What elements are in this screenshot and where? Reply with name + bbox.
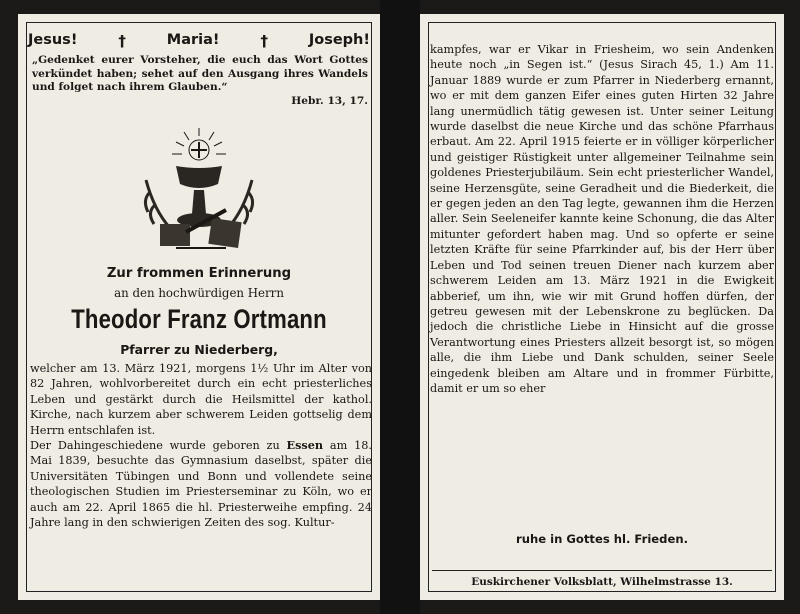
scripture-quote bbox=[32, 54, 368, 108]
cross-icon: † bbox=[260, 32, 268, 50]
biography-part-2: kampfes, war er Vikar in Friesheim, wo sein Andenken heute noch „in Segen ist.“ (Jesus Sirach 45, 1.) Am 11. Januar 1889 wurde er zum Pfarrer in Niederberg ernannt, wo er mit dem ganzen Eifer eines guten Hirten 32 Jahre lang unermüdlich tätig gewesen ist. Unter seiner Leitung wurde daselbst die neue Kirche und das schöne Pfarrhaus erbaut. Am 22. April 1915 feierte er in völliger körperlicher und geistiger Rüstigkeit unter allgemeiner Teilnahme sein goldenes Priesterjubiläum. Sein echt priesterlicher Wandel, seine Herzensgüte, seine Geradheit und die Biederkeit, die er gegen jeden an den Tag legte, gewannen ihm die Herzen aller. Sein Seeleneifer kannte keine Schonung, die das Alter mitunter gefordert haben mag. Und so opferte er seine letzten Kräfte für seine Pfarrkinder auf, bis der Herr über Leben und Tod seinen treuen Diener nach kurzem aber schwerem Leiden am 13. März 1921 in die Ewigkeit abberief, um ihn, wie wir mit Grund hoffen dürfen, der getreu gewesen mit der Lebenskrone zu beglücken. Da jedoch die christliche Liebe in Hinsicht auf die grosse Verantwortung eines Priesters allzeit besorgt ist, so mögen alle, die ihm Liebe und Dank schulden, seiner Seele eingedenk bleiben am Altare und in frommer Fürbitte, damit er um so eher bbox=[430, 43, 774, 395]
chalice-emblem-icon bbox=[136, 120, 262, 256]
quote-text: „Gedenket eurer Vorsteher, die euch das Wort Gottes verkündet haben; sehet auf den Ausgang ihres Wandels und folget nach ihrem Glauben.“ bbox=[32, 54, 368, 93]
invocation-header bbox=[28, 32, 370, 50]
birth-paragraph bbox=[30, 438, 372, 530]
printer-imprint: Euskirchener Volksblatt, Wilhelmstrasse 13. bbox=[471, 576, 733, 588]
closing-prayer: ruhe in Gottes hl. Frieden. bbox=[516, 532, 688, 546]
birthplace: Essen bbox=[286, 438, 324, 453]
cross-icon: † bbox=[118, 32, 126, 50]
memorial-card-front bbox=[18, 14, 380, 600]
invocation-maria: Maria! bbox=[166, 32, 220, 48]
card-separator bbox=[380, 0, 420, 614]
invocation-jesus: Jesus! bbox=[28, 32, 78, 48]
memorial-subheading: an den hochwürdigen Herrn bbox=[114, 286, 284, 300]
deceased-title: Pfarrer zu Niederberg, bbox=[120, 342, 278, 357]
divider bbox=[432, 570, 772, 571]
quote-reference: Hebr. 13, 17. bbox=[291, 94, 368, 107]
deceased-name: Theodor Franz Ortmann bbox=[71, 304, 327, 334]
memorial-card-back bbox=[420, 14, 784, 600]
death-paragraph: welcher am 13. März 1921, morgens 1½ Uhr im Alter von 82 Jahren, wohlvorbereitet durch ein echt priesterliches Leben und gestärkt durch die Heilsmittel der kathol. Kirche, nach kurzem aber schwerem Leiden gottselig dem Herrn entschlafen ist. bbox=[30, 362, 372, 437]
career-text: am 18. Mai 1839, besuchte das Gymnasium daselbst, später die Universitäten Tübingen und Bonn und vollendete seine theologischen Studien im Priesterseminar zu Köln, wo er auch am 22. April 1865 die hl. Priesterweihe empfing. 24 Jahre lang in den schwierigen Zeiten des sog. Kultur- bbox=[30, 439, 372, 530]
invocation-joseph: Joseph! bbox=[308, 32, 370, 48]
biography-part-1 bbox=[30, 361, 372, 530]
memorial-heading: Zur frommen Erinnerung bbox=[106, 266, 292, 281]
birth-text: Der Dahingeschiedene wurde geboren zu bbox=[30, 439, 287, 453]
